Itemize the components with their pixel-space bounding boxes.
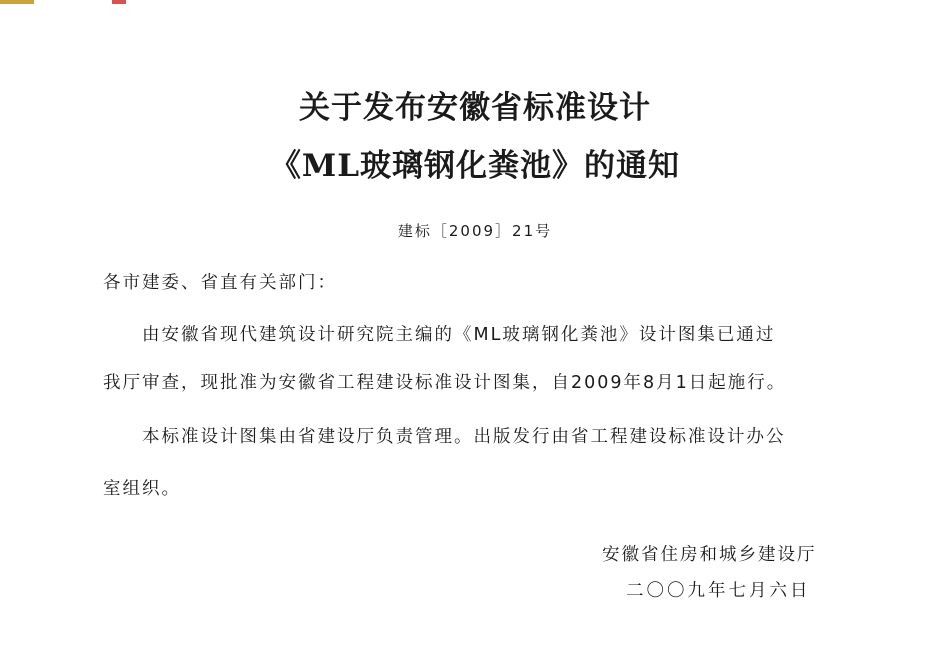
scan-artifact-mark-red — [112, 0, 126, 4]
title-line-2: 《ML玻璃钢化粪池》的通知 — [269, 148, 681, 184]
document-number: 建标［2009］21号 — [397, 222, 553, 240]
issue-date: 二〇〇九年七月六日 — [626, 581, 811, 601]
scan-artifact-mark — [0, 0, 34, 4]
paragraph-2-line-1: 本标准设计图集由省建设厅负责管理。出版发行由省工程建设标准设计办公 — [142, 427, 786, 447]
title-line-1: 关于发布安徽省标准设计 — [299, 90, 651, 126]
paragraph-2-line-2: 室组织。 — [103, 479, 181, 499]
issuer-name: 安徽省住房和城乡建设厅 — [602, 545, 817, 565]
paragraph-1-line-2: 我厅审查，现批准为安徽省工程建设标准设计图集，自2009年8月1日起施行。 — [103, 373, 787, 393]
paragraph-1-line-1: 由安徽省现代建筑设计研究院主编的《ML玻璃钢化粪池》设计图集已通过 — [142, 325, 776, 345]
salutation: 各市建委、省直有关部门： — [103, 273, 337, 293]
